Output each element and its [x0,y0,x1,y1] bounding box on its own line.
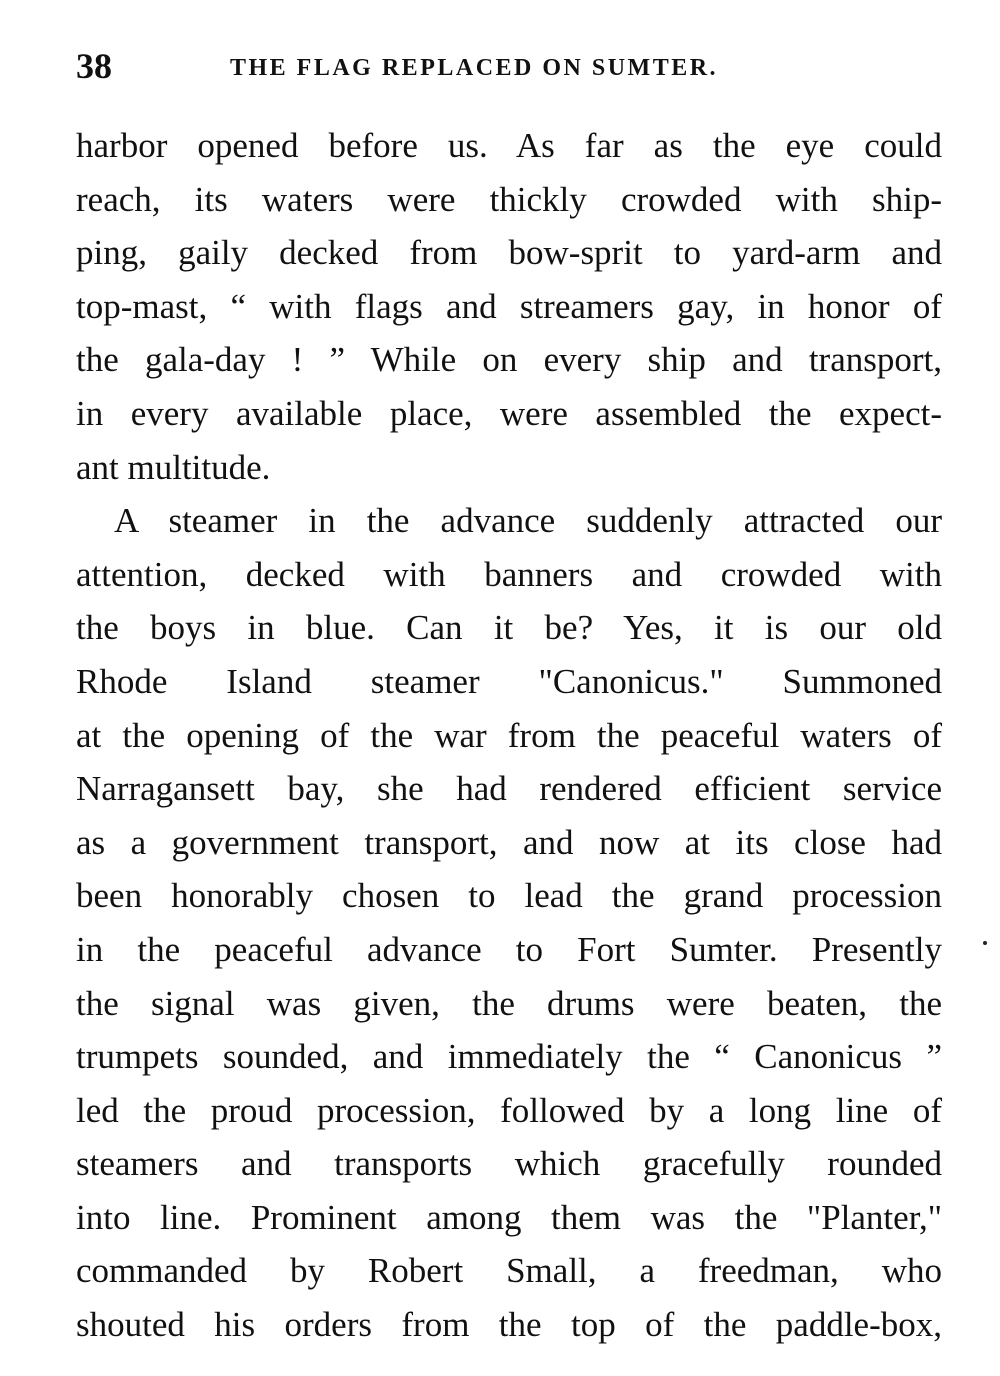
text-line: ping, gaily decked from bow-sprit to yard-arm and [76,233,942,273]
paragraph-2 [76,494,942,1352]
text-line: attention, decked with banners and crowded with [76,554,942,594]
text-line: top-mast, “ with flags and streamers gay, in honor of [76,286,942,326]
text-line: ant multitude. [76,447,271,487]
text-line: the boys in blue. Can it be? Yes, it is our old [76,608,942,648]
text-line: Rhode Island steamer "Canonicus." Summoned [76,661,942,701]
text-line: into line. Prominent among them was the "Planter," [76,1197,942,1237]
text-line: reach, its waters were thickly crowded with ship- [76,179,942,219]
body-text [76,119,942,1352]
text-line: A steamer in the advance suddenly attracted our [114,501,942,541]
paragraph-1 [76,119,942,494]
text-line: harbor opened before us. As far as the eye could [76,126,942,165]
text-line: at the opening of the war from the peaceful waters of [76,715,942,755]
text-line: in every available place, were assembled the expect- [76,393,942,433]
text-line: steamers and transports which gracefully rounded [76,1144,942,1184]
text-line: the signal was given, the drums were beaten, the [76,983,942,1023]
text-line: Narragansett bay, she had rendered efficient service [76,769,942,809]
running-title: THE FLAG REPLACED ON SUMTER. [230,55,719,81]
text-line: been honorably chosen to lead the grand procession [76,876,942,916]
text-line: as a government transport, and now at its close had [76,822,942,862]
text-line: the gala-day ! ” While on every ship and transport, [76,340,942,380]
text-line: led the proud procession, followed by a long line of [76,1090,942,1130]
text-line: shouted his orders from the top of the paddle-box, [76,1305,942,1345]
page-number: 38 [76,46,112,86]
text-line: commanded by Robert Small, a freedman, who [76,1251,942,1291]
ink-speck [983,941,987,945]
text-line: in the peaceful advance to Fort Sumter. Presently [76,929,942,969]
running-head [76,44,942,88]
text-line: trumpets sounded, and immediately the “ Canonicus ” [76,1037,942,1077]
